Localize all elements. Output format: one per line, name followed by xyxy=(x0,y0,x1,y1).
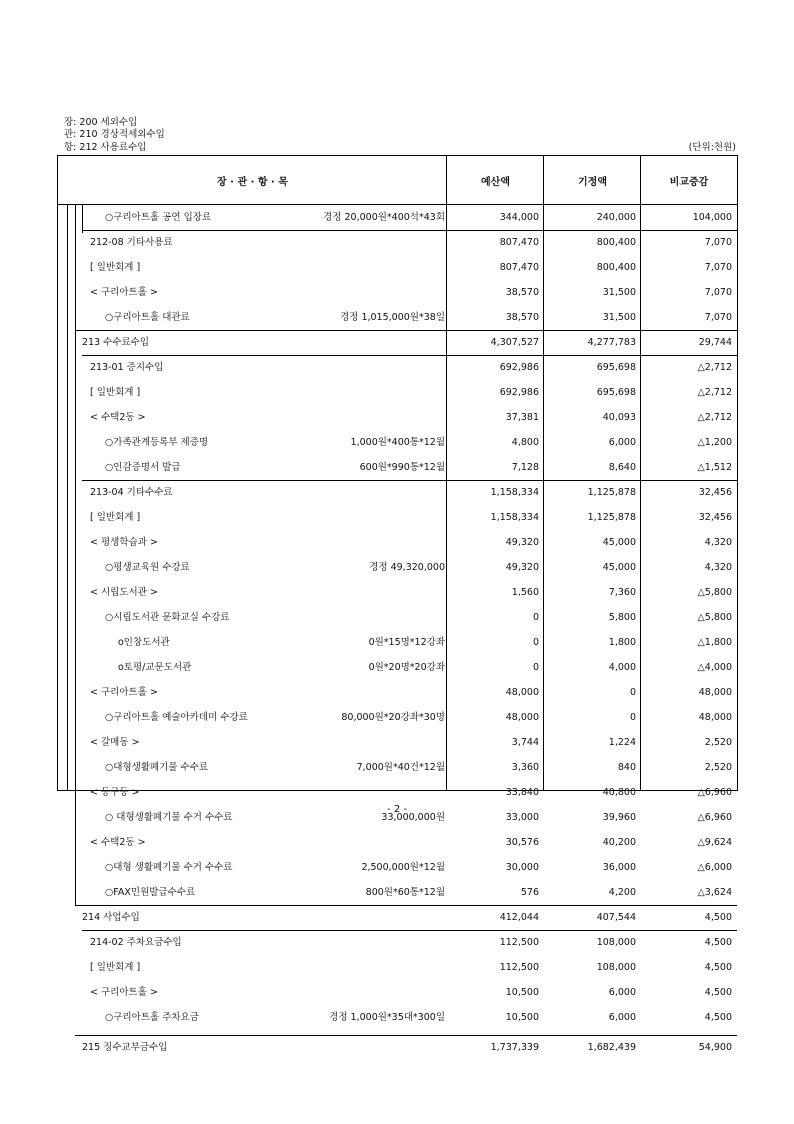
item-label: 항: 212 사용료수입 xyxy=(64,142,147,153)
row-existing: 240,000 xyxy=(596,212,636,223)
row-diff: 7,070 xyxy=(704,312,732,323)
row-diff: △2,712 xyxy=(697,362,732,373)
section-label: 관: 210 경상적세외수입 xyxy=(64,129,165,140)
row-divider xyxy=(82,930,737,931)
unit-label: (단위:천원) xyxy=(688,142,736,153)
row-divider xyxy=(82,480,737,481)
row-label: 215 징수교부금수입 xyxy=(82,1042,168,1053)
row-budget: 1,560 xyxy=(511,587,539,598)
row-existing: 1,682,439 xyxy=(587,1042,636,1053)
row-diff: 4,500 xyxy=(704,962,732,973)
row-note: 경정 20,000원*400석*43회 xyxy=(323,212,445,223)
row-label: ○구리아트홀 예술아카데미 수강료 xyxy=(105,712,248,723)
row-existing: 1,800 xyxy=(608,637,636,648)
row-diff: △3,624 xyxy=(697,887,732,898)
table-row xyxy=(58,955,737,980)
row-budget: 48,000 xyxy=(505,712,539,723)
row-existing: 40,200 xyxy=(602,837,636,848)
table-row xyxy=(58,380,737,405)
row-label: < 시립도서관 > xyxy=(90,587,158,598)
row-budget: 7,128 xyxy=(511,462,539,473)
row-label: 214 사업수입 xyxy=(82,912,140,923)
row-existing: 840 xyxy=(617,762,636,773)
table-row xyxy=(58,255,737,280)
row-label: ○ 대형생활폐기물 수거 수수료 xyxy=(105,812,233,823)
row-label: [ 일반회계 ] xyxy=(90,962,141,973)
row-budget: 807,470 xyxy=(499,237,539,248)
row-diff: 7,070 xyxy=(704,237,732,248)
row-diff: 54,900 xyxy=(698,1042,732,1053)
row-diff: 4,320 xyxy=(704,537,732,548)
table-row xyxy=(58,205,737,230)
row-label: < 평생학습과 > xyxy=(90,537,158,548)
row-label: < 수택2동 > xyxy=(90,837,146,848)
row-existing: 7,360 xyxy=(608,587,636,598)
row-label: ○가족관계등록부 제증명 xyxy=(105,437,209,448)
row-budget: 4,307,527 xyxy=(490,337,539,348)
row-budget: 112,500 xyxy=(499,937,539,948)
row-note: 0원*15명*12강좌 xyxy=(368,637,445,648)
row-budget: 344,000 xyxy=(499,212,539,223)
row-budget: 37,381 xyxy=(505,412,539,423)
row-diff: △5,800 xyxy=(697,587,732,598)
budget-table xyxy=(57,155,738,1053)
table-row xyxy=(58,980,737,1005)
row-divider xyxy=(75,905,737,906)
row-diff: 7,070 xyxy=(704,262,732,273)
table-row xyxy=(58,455,737,480)
row-budget: 0 xyxy=(532,612,539,623)
row-label: 212-08 기타사용료 xyxy=(90,237,173,248)
row-diff: △2,712 xyxy=(697,412,732,423)
row-existing: 8,640 xyxy=(608,462,636,473)
row-divider xyxy=(75,330,737,331)
row-label: [ 일반회계 ] xyxy=(90,387,141,398)
row-label: ○평생교육원 수강료 xyxy=(105,562,190,573)
table-row xyxy=(58,780,737,805)
table-row xyxy=(58,555,737,580)
row-note: 경정 49,320,000 xyxy=(369,562,445,573)
table-row xyxy=(58,330,737,355)
row-existing: 108,000 xyxy=(596,962,636,973)
row-budget: 0 xyxy=(532,662,539,673)
row-budget: 3,360 xyxy=(511,762,539,773)
row-budget: 48,000 xyxy=(505,687,539,698)
header-budget: 예산액 xyxy=(481,176,510,188)
row-divider xyxy=(82,355,737,356)
table-row xyxy=(58,505,737,530)
row-note: 1,000원*400통*12월 xyxy=(350,437,445,448)
table-row xyxy=(58,430,737,455)
table-row xyxy=(58,405,737,430)
table-row xyxy=(58,580,737,605)
row-budget: 3,744 xyxy=(511,737,539,748)
row-label: 213-01 증지수입 xyxy=(90,362,164,373)
row-diff: 48,000 xyxy=(698,712,732,723)
row-existing: 695,698 xyxy=(596,362,636,373)
row-note: 0원*20명*20강좌 xyxy=(368,662,445,673)
table-header xyxy=(58,156,737,205)
row-diff: 4,500 xyxy=(704,1012,732,1023)
row-label: o인창도서관 xyxy=(118,637,170,648)
row-label: < 동구동 > xyxy=(90,787,140,798)
row-label: [ 일반회계 ] xyxy=(90,262,141,273)
row-existing: 6,000 xyxy=(608,1012,636,1023)
row-diff: 104,000 xyxy=(692,212,732,223)
row-existing: 39,960 xyxy=(602,812,636,823)
row-budget: 10,500 xyxy=(505,987,539,998)
table-row xyxy=(58,705,737,730)
table-row xyxy=(58,655,737,680)
row-label: < 구리아트홀 > xyxy=(90,287,158,298)
page-number: - 2 - xyxy=(387,804,407,815)
row-budget: 30,576 xyxy=(505,837,539,848)
row-note: 2,500,000원*12월 xyxy=(361,862,445,873)
row-diff: △4,000 xyxy=(697,662,732,673)
row-label: < 갈매동 > xyxy=(90,737,140,748)
row-existing: 45,000 xyxy=(602,562,636,573)
row-budget: 10,500 xyxy=(505,1012,539,1023)
row-budget: 807,470 xyxy=(499,262,539,273)
row-diff: △1,200 xyxy=(697,437,732,448)
row-budget: 33,000 xyxy=(505,812,539,823)
row-budget: 692,986 xyxy=(499,387,539,398)
row-diff: △6,960 xyxy=(697,812,732,823)
row-diff: 32,456 xyxy=(698,487,732,498)
table-row xyxy=(58,280,737,305)
row-existing: 4,000 xyxy=(608,662,636,673)
header-category: 장 · 관 · 항 · 목 xyxy=(217,176,288,188)
table-row xyxy=(58,930,737,955)
row-budget: 1,158,334 xyxy=(490,487,539,498)
row-label: ○구리아트홀 주차요금 xyxy=(105,1012,199,1023)
row-diff: 2,520 xyxy=(704,737,732,748)
table-row xyxy=(58,530,737,555)
row-label: [ 일반회계 ] xyxy=(90,512,141,523)
chapter-label: 장: 200 세외수입 xyxy=(64,117,138,128)
row-budget: 1,158,334 xyxy=(490,512,539,523)
row-diff: △6,000 xyxy=(697,862,732,873)
row-diff: 4,500 xyxy=(704,987,732,998)
row-diff: △9,624 xyxy=(697,837,732,848)
row-existing: 4,200 xyxy=(608,887,636,898)
row-existing: 108,000 xyxy=(596,937,636,948)
row-note: 7,000원*40건*12월 xyxy=(356,762,445,773)
row-existing: 31,500 xyxy=(602,312,636,323)
row-divider xyxy=(75,1035,737,1036)
row-budget: 49,320 xyxy=(505,537,539,548)
row-label: ○대형 생활폐기물 수거 수수료 xyxy=(105,862,233,873)
row-diff: 4,500 xyxy=(704,912,732,923)
row-budget: 576 xyxy=(520,887,539,898)
row-budget: 38,570 xyxy=(505,312,539,323)
row-note: 600원*990통*12월 xyxy=(359,462,445,473)
table-row xyxy=(58,355,737,380)
row-label: < 구리아트홀 > xyxy=(90,687,158,698)
table-row xyxy=(58,880,737,905)
row-diff: 4,500 xyxy=(704,937,732,948)
row-label: 214-02 주차요금수입 xyxy=(90,937,182,948)
row-budget: 38,570 xyxy=(505,287,539,298)
row-budget: 692,986 xyxy=(499,362,539,373)
row-budget: 49,320 xyxy=(505,562,539,573)
table-row xyxy=(58,855,737,880)
row-label: ○인감증명서 발급 xyxy=(105,462,181,473)
row-label: ○FAX민원발급수수료 xyxy=(105,887,196,898)
row-note: 80,000원*20강좌*30명 xyxy=(341,712,445,723)
header-diff: 비교증감 xyxy=(669,176,709,188)
row-label: 213-04 기타수수료 xyxy=(90,487,173,498)
row-budget: 30,000 xyxy=(505,862,539,873)
row-diff: △2,712 xyxy=(697,387,732,398)
row-divider xyxy=(82,230,737,231)
row-note: 경정 1,000원*35대*300일 xyxy=(329,1012,445,1023)
row-diff: 48,000 xyxy=(698,687,732,698)
row-note: 경정 1,015,000원*38일 xyxy=(340,312,445,323)
row-existing: 1,125,878 xyxy=(587,487,636,498)
table-row xyxy=(58,605,737,630)
row-existing: 695,698 xyxy=(596,387,636,398)
row-budget: 33,840 xyxy=(505,787,539,798)
row-budget: 112,500 xyxy=(499,962,539,973)
row-existing: 45,000 xyxy=(602,537,636,548)
table-row xyxy=(58,230,737,255)
row-existing: 0 xyxy=(629,687,636,698)
row-label: ○시립도서관 문화교실 수강료 xyxy=(105,612,230,623)
row-diff: △6,960 xyxy=(697,787,732,798)
row-label: ○구리아트홀 공연 입장료 xyxy=(105,212,212,223)
row-existing: 800,400 xyxy=(596,237,636,248)
row-diff: 4,320 xyxy=(704,562,732,573)
table-row xyxy=(58,630,737,655)
row-existing: 40,800 xyxy=(602,787,636,798)
table-row xyxy=(58,680,737,705)
row-note: 33,000,000원 xyxy=(381,812,445,823)
row-label: < 수택2동 > xyxy=(90,412,146,423)
row-diff: 7,070 xyxy=(704,287,732,298)
row-existing: 800,400 xyxy=(596,262,636,273)
row-diff: △1,512 xyxy=(697,462,732,473)
row-budget: 0 xyxy=(532,637,539,648)
row-existing: 6,000 xyxy=(608,987,636,998)
row-diff: △1,800 xyxy=(697,637,732,648)
row-label: < 구리아트홀 > xyxy=(90,987,158,998)
row-budget: 412,044 xyxy=(499,912,539,923)
table-row xyxy=(58,480,737,505)
row-label: ○대형생활폐기물 수수료 xyxy=(105,762,209,773)
row-existing: 407,544 xyxy=(596,912,636,923)
row-existing: 1,224 xyxy=(608,737,636,748)
table-row xyxy=(58,305,737,330)
row-existing: 5,800 xyxy=(608,612,636,623)
row-existing: 6,000 xyxy=(608,437,636,448)
row-diff: 2,520 xyxy=(704,762,732,773)
row-existing: 4,277,783 xyxy=(587,337,636,348)
row-existing: 36,000 xyxy=(602,862,636,873)
row-existing: 31,500 xyxy=(602,287,636,298)
row-diff: △5,800 xyxy=(697,612,732,623)
table-row xyxy=(58,905,737,930)
row-existing: 40,093 xyxy=(602,412,636,423)
row-label: ○구리아트홀 대관료 xyxy=(105,312,190,323)
header-existing: 기정액 xyxy=(578,176,607,188)
table-row xyxy=(58,830,737,855)
table-row xyxy=(58,730,737,755)
table-row xyxy=(58,1005,737,1030)
row-budget: 4,800 xyxy=(511,437,539,448)
row-existing: 0 xyxy=(629,712,636,723)
row-diff: 29,744 xyxy=(698,337,732,348)
row-existing: 1,125,878 xyxy=(587,512,636,523)
row-diff: 32,456 xyxy=(698,512,732,523)
row-budget: 1,737,339 xyxy=(490,1042,539,1053)
table-row xyxy=(58,1035,737,1060)
table-row xyxy=(58,755,737,780)
row-note: 800원*60통*12월 xyxy=(365,887,445,898)
row-label: o토평/교문도서관 xyxy=(118,662,192,673)
row-label: 213 수수료수입 xyxy=(82,337,150,348)
